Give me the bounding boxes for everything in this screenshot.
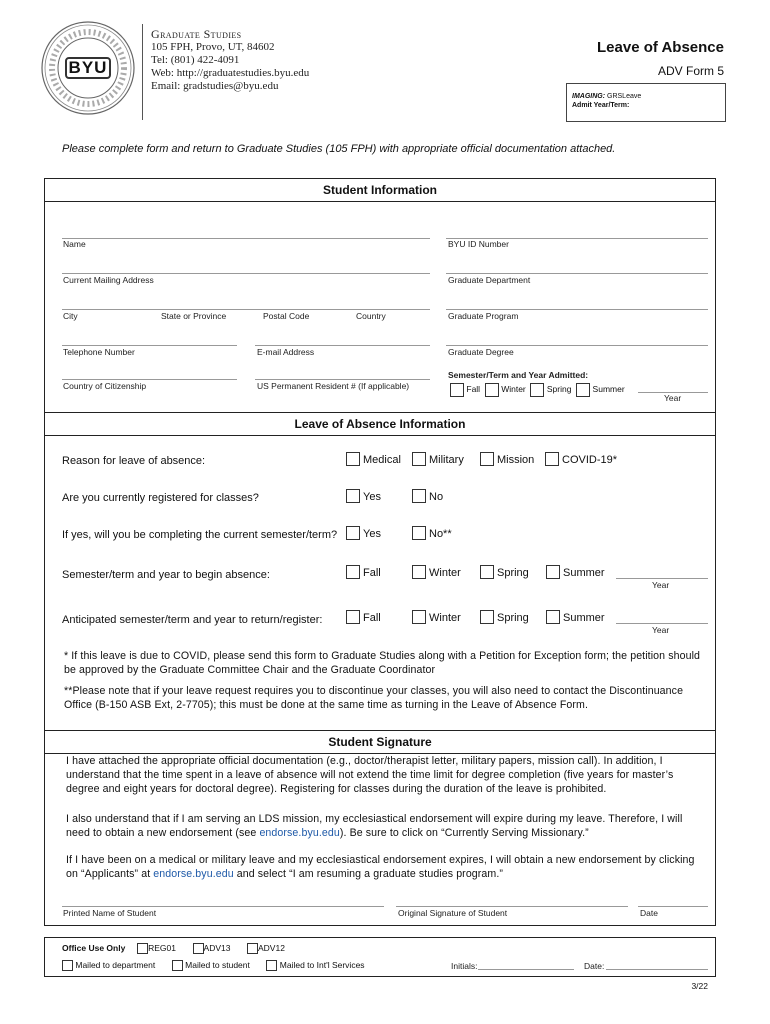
section-signature: Student Signature [44, 730, 716, 754]
return-winter-option[interactable]: Winter [412, 612, 461, 624]
graduate-program-field[interactable]: Graduate Program [448, 311, 519, 321]
complete-question: If yes, will you be completing the current semester/term? [62, 529, 338, 541]
byu-id-field[interactable]: BYU ID Number [448, 239, 509, 249]
admitted-summer-option[interactable]: Summer [576, 384, 625, 394]
covid-note: * If this leave is due to COVID, please send this form to Graduate Studies along with a Petition for Exception form; the petition should be approved by the Graduate Committee Chair and the Graduate Coordinator [64, 650, 701, 676]
complete-yes-option[interactable]: Yes [346, 528, 381, 540]
section-leave-info: Leave of Absence Information [44, 412, 716, 436]
instructions: Please complete form and return to Graduate Studies (105 FPH) with appropriate official documentation attached. [62, 143, 616, 155]
reason-medical-option[interactable]: Medical [346, 454, 401, 466]
name-field[interactable]: Name [63, 239, 86, 249]
endorse-link-2[interactable]: endorse.byu.edu [153, 868, 234, 880]
org-phone: Tel: (801) 422-4091 [151, 54, 240, 66]
office-date-field[interactable]: Date: [584, 961, 605, 971]
org-address: 105 FPH, Provo, UT, 84602 [151, 41, 275, 53]
registered-no-option[interactable]: No [412, 491, 443, 503]
registered-yes-option[interactable]: Yes [346, 491, 381, 503]
begin-fall-option[interactable]: Fall [346, 567, 381, 579]
return-year-field[interactable]: Year [652, 625, 670, 635]
citizenship-field[interactable]: Country of Citizenship [63, 381, 147, 391]
reason-covid-option[interactable]: COVID-19* [545, 454, 617, 466]
byu-seal [40, 20, 136, 116]
return-question: Anticipated semester/term and year to return/register: [62, 614, 323, 626]
office-adv13-option[interactable]: ADV13 [193, 943, 231, 953]
form-code: ADV Form 5 [657, 64, 724, 78]
return-spring-option[interactable]: Spring [480, 612, 529, 624]
reason-military-option[interactable]: Military [412, 454, 464, 466]
country-field[interactable]: Country [356, 311, 386, 321]
signature-date-field[interactable]: Date [640, 908, 658, 918]
imaging-box [566, 83, 726, 122]
postal-code-field[interactable]: Postal Code [263, 311, 310, 321]
return-fall-option[interactable]: Fall [346, 612, 381, 624]
admitted-year-field[interactable]: Year [664, 393, 682, 403]
mailed-student-option[interactable]: Mailed to student [172, 960, 250, 970]
signature-paragraph-1: I have attached the appropriate official documentation (e.g., doctor/therapist letter, military papers, mission call). In addition, I understand that the time spent in a leave of absence will not extend the time limit for degree completion (five years for master’s degree and eight years for doctoral degree). Registering for classes during the duration of the leave is prohibited. [66, 755, 674, 795]
return-summer-option[interactable]: Summer [546, 612, 605, 624]
city-field[interactable]: City [63, 311, 78, 321]
reason-mission-option[interactable]: Mission [480, 454, 534, 466]
admitted-winter-option[interactable]: Winter [485, 384, 526, 394]
mailed-department-option[interactable]: Mailed to department [62, 960, 155, 970]
office-adv12-option[interactable]: ADV12 [247, 943, 285, 953]
org-name: Graduate Studies [151, 27, 242, 41]
signature-paragraph-2: I also understand that if I am serving an LDS mission, my ecclesiastical endorsement will expire during my leave. Therefore, I will need to obtain a new endorsement (see endorse.byu.edu). Be sure to click on “Currently Serving Missionary.” [66, 813, 683, 839]
imaging-value: GRSLeave [607, 93, 642, 100]
state-field[interactable]: State or Province [161, 311, 227, 321]
imaging-label: IMAGING: [572, 93, 606, 100]
office-reg01-option[interactable]: REG01 [137, 943, 176, 953]
admit-label: Admit Year/Term: [572, 102, 630, 109]
begin-summer-option[interactable]: Summer [546, 567, 605, 579]
complete-no-option[interactable]: No** [412, 528, 452, 540]
org-email: Email: gradstudies@byu.edu [151, 80, 279, 92]
signature-paragraph-3: If I have been on a medical or military leave and my ecclesiastical endorsement expires, I will obtain a new endorsement by clicking on “Applicants” at endorse.byu.edu and select “I am resuming a graduate studies program.” [66, 854, 695, 880]
printed-name-field[interactable]: Printed Name of Student [63, 908, 157, 918]
form-title: Leave of Absence [597, 39, 724, 56]
section-student-info: Student Information [44, 178, 716, 202]
endorse-link[interactable]: endorse.byu.edu [259, 827, 340, 839]
begin-question: Semester/term and year to begin absence: [62, 569, 270, 581]
signature-field[interactable]: Original Signature of Student [398, 908, 508, 918]
graduate-degree-field[interactable]: Graduate Degree [448, 347, 514, 357]
header-divider [142, 24, 143, 120]
telephone-field[interactable]: Telephone Number [63, 347, 135, 357]
seal-text: BYU [68, 58, 108, 77]
begin-year-field[interactable]: Year [652, 580, 670, 590]
reason-question: Reason for leave of absence: [62, 455, 206, 467]
mailed-intl-option[interactable]: Mailed to Int'l Services [266, 960, 364, 970]
office-use-title: Office Use Only [62, 943, 126, 953]
office-initials-field[interactable]: Initials: [451, 961, 478, 971]
graduate-department-field[interactable]: Graduate Department [448, 275, 531, 285]
begin-spring-option[interactable]: Spring [480, 567, 529, 579]
discontinue-note: **Please note that if your leave request requires you to discontinue your classes, you will also need to contact the Discontinuance Office (B-150 ASB Ext, 2-7705); this must be done at the same time as turning in the Leave of Absence Form. [64, 685, 684, 711]
admitted-title: Semester/Term and Year Admitted: [448, 370, 589, 380]
admitted-fall-option[interactable]: Fall [450, 384, 480, 394]
email-field[interactable]: E-mail Address [257, 347, 315, 357]
mailing-address-field[interactable]: Current Mailing Address [63, 275, 154, 285]
begin-winter-option[interactable]: Winter [412, 567, 461, 579]
admitted-spring-option[interactable]: Spring [530, 384, 571, 394]
page-code: 3/22 [691, 981, 708, 991]
registered-question: Are you currently registered for classes? [62, 492, 259, 504]
us-resident-field[interactable]: US Permanent Resident # (If applicable) [257, 381, 410, 391]
org-web: Web: http://graduatestudies.byu.edu [151, 67, 310, 79]
